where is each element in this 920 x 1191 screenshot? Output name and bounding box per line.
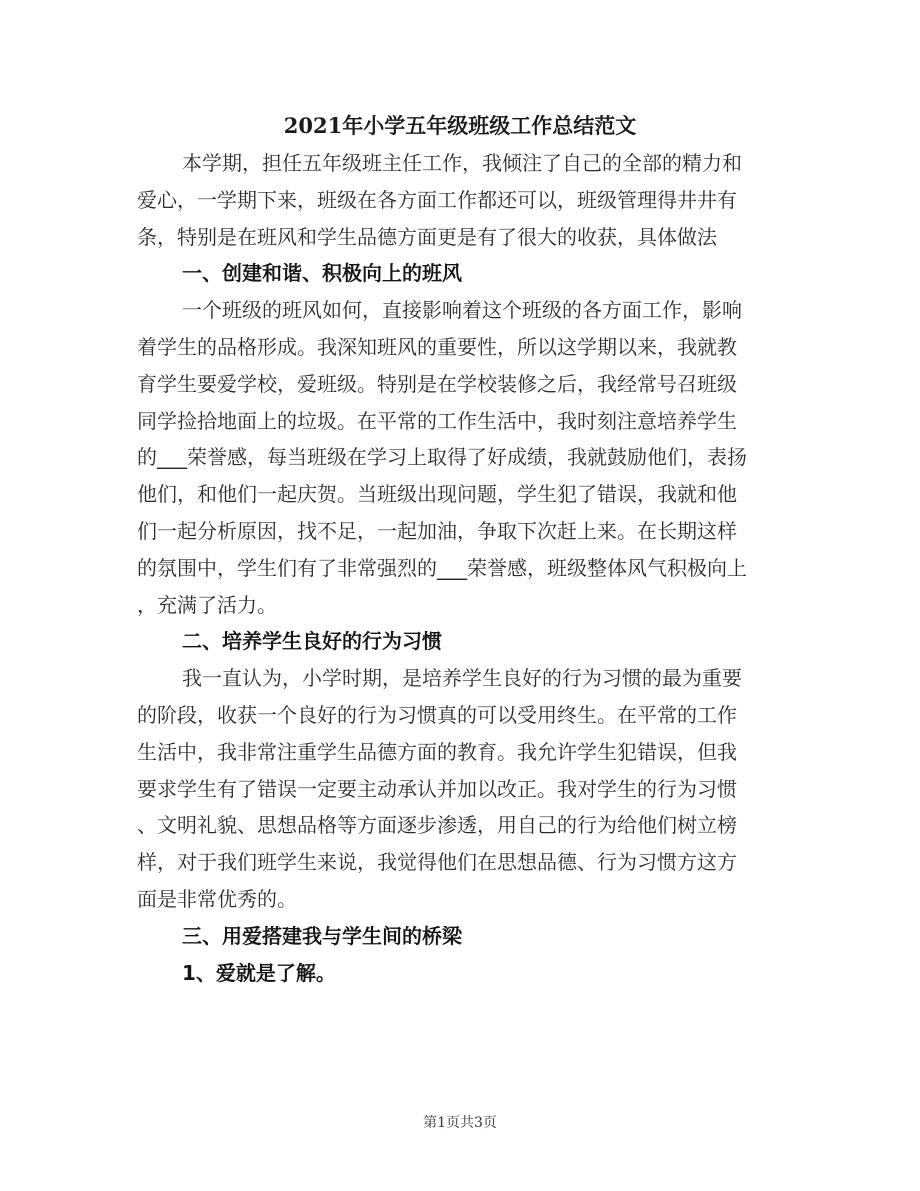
body-line: 爱心，一学期下来，班级在各方面工作都还可以，班级管理得井井有 xyxy=(137,187,737,212)
body-line: 同学捡拾地面上的垃圾。在平常的工作生活中，我时刻注意培养学生 xyxy=(137,408,737,433)
body-line: 他们，和他们一起庆贺。当班级出现问题，学生犯了错误，我就和他 xyxy=(137,482,737,507)
body-line: 一个班级的班风如何，直接影响着这个班级的各方面工作，影响 xyxy=(182,298,742,323)
body-line: 着学生的品格形成。我深知班风的重要性，所以这学期以来，我就教 xyxy=(137,334,737,359)
body-line: 的___荣誉感，每当班级在学习上取得了好成绩，我就鼓励他们，表扬 xyxy=(137,445,747,470)
section-heading-1: 一、创建和谐、积极向上的班风 xyxy=(182,261,462,286)
document-body xyxy=(137,145,769,991)
body-line: 要求学生有了错误一定要主动承认并加以改正。我对学生的行为习惯 xyxy=(137,776,737,801)
body-line: 我一直认为，小学时期，是培养学生良好的行为习惯的最为重要 xyxy=(182,666,742,691)
body-line: 、文明礼貌、思想品格等方面逐步渗透，用自己的行为给他们树立榜 xyxy=(137,813,737,838)
subsection-heading-1: 1、爱就是了解。 xyxy=(182,960,336,985)
body-line: ，充满了活力。 xyxy=(137,592,277,617)
body-line: 条，特别是在班风和学生品德方面更是有了很大的收获，具体做法 xyxy=(137,224,717,249)
body-line: 们一起分析原因，找不足，一起加油，争取下次赶上来。在长期这样 xyxy=(137,518,737,543)
body-line: 育学生要爱学校，爱班级。特别是在学校装修之后，我经常号召班级 xyxy=(137,371,737,396)
body-line: 的氛围中，学生们有了非常强烈的___荣誉感，班级整体风气积极向上 xyxy=(137,555,747,580)
body-line: 样，对于我们班学生来说，我觉得他们在思想品德、行为习惯方这方 xyxy=(137,850,737,875)
section-heading-2: 二、培养学生良好的行为习惯 xyxy=(182,629,442,654)
body-line: 本学期，担任五年级班主任工作，我倾注了自己的全部的精力和 xyxy=(182,151,742,175)
body-line: 面是非常优秀的。 xyxy=(137,886,297,911)
body-line: 生活中，我非常注重学生品德方面的教育。我允许学生犯错误，但我 xyxy=(137,739,737,764)
document-title: 2021年小学五年级班级工作总结范文 xyxy=(283,113,637,138)
body-line: 的阶段，收获一个良好的行为习惯真的可以受用终生。在平常的工作 xyxy=(137,702,737,727)
page-number-footer: 第1页共3页 xyxy=(423,1115,497,1131)
section-heading-3: 三、用爱搭建我与学生间的桥梁 xyxy=(182,923,462,948)
